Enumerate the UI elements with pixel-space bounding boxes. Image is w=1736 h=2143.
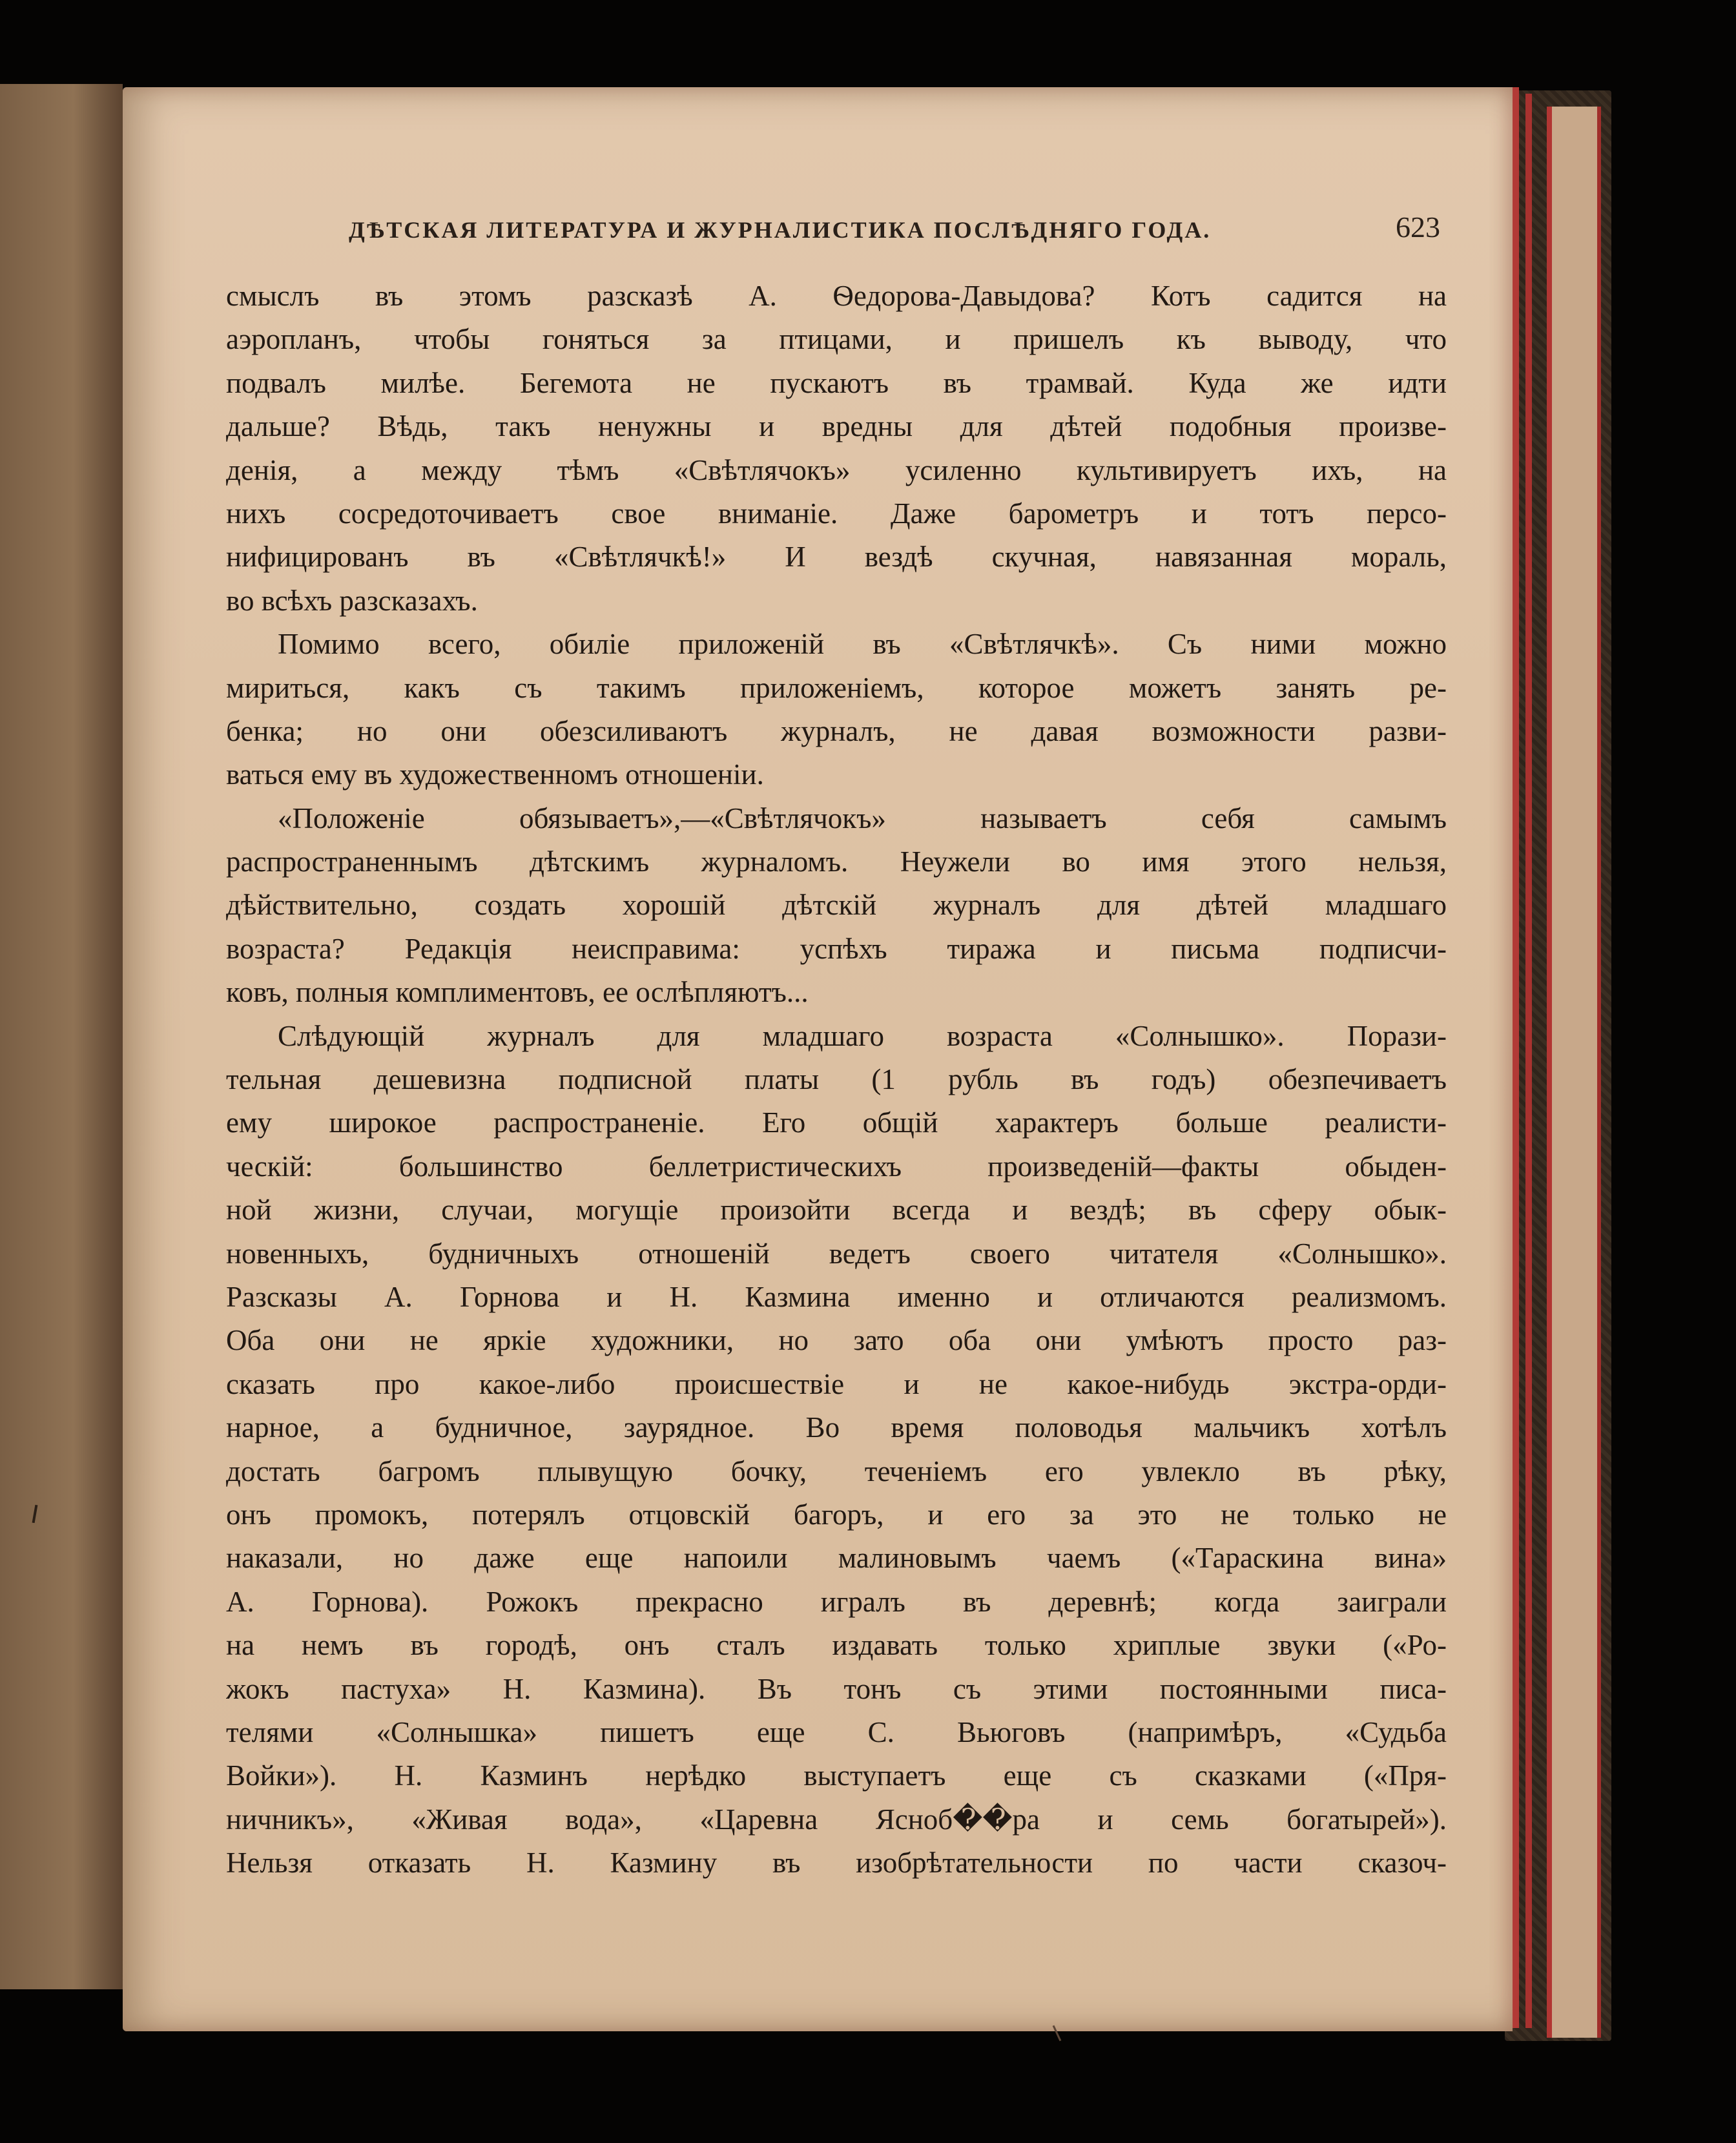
text-line: денія, а между тѣмъ «Свѣтлячокъ» усиленно культивируетъ ихъ, на	[226, 453, 1447, 486]
running-head	[349, 210, 1440, 249]
text-line: нифицированъ въ «Свѣтлячкѣ!» И вездѣ скучная, навязанная мораль,	[226, 541, 1447, 574]
text-line: Оба они не яркіе художники, но зато оба они умѣютъ просто раз-	[226, 1324, 1447, 1357]
text-line: ваться ему въ художественномъ отношеніи.	[226, 758, 764, 791]
page-edges	[1547, 107, 1601, 2038]
text-line: онъ промокъ, потерялъ отцовскій багоръ, и его за это не только не	[226, 1498, 1447, 1531]
text-line: ковъ, полныя комплиментовъ, ее ослѣпляютъ...	[226, 976, 809, 1009]
text-line: дѣйствительно, создать хорошій дѣтскій журналъ для дѣтей младшаго	[226, 889, 1447, 922]
text-line: бенка; но они обезсиливаютъ журналъ, не давая возможности разви-	[226, 714, 1447, 747]
text-line: сказать про какое-либо происшествіе и не какое-нибудь экстра-орди-	[226, 1367, 1447, 1400]
text-line: ческій: большинство беллетристическихъ произведеній—факты обыден-	[226, 1150, 1447, 1183]
paragraph-start: Помимо всего, обиліе приложеній въ «Свѣтлячкѣ». Съ ними можно	[278, 628, 1447, 661]
page-number: 623	[1396, 211, 1440, 243]
text-line: Разсказы А. Горнова и Н. Казмина именно и отличаются реализмомъ.	[226, 1280, 1447, 1313]
text-line: телями «Солнышка» пишетъ еще С. Вьюговъ (напримѣръ, «Судьба	[226, 1715, 1447, 1748]
text-line: во всѣхъ разсказахъ.	[226, 584, 478, 617]
text-line: нарное, а будничное, заурядное. Во время половодья мальчикъ хотѣлъ	[226, 1411, 1447, 1444]
stray-mark	[1053, 2025, 1062, 2042]
text-line: дальше? Вѣдь, такъ ненужны и вредны для дѣтей подобныя произве-	[226, 410, 1447, 443]
text-line: новенныхъ, будничныхъ отношеній ведетъ своего читателя «Солнышко».	[226, 1237, 1447, 1270]
text-line: жокъ пастуха» Н. Казмина). Въ тонъ съ этими постоянными писа-	[226, 1672, 1447, 1705]
book-page	[123, 87, 1513, 2031]
left-page-edge	[0, 84, 123, 1989]
text-line: Войки»). Н. Казминъ нерѣдко выступаетъ еще съ сказками («Пря-	[226, 1759, 1447, 1792]
page-edge-red	[1525, 94, 1532, 2028]
text-line: смыслъ въ этомъ разсказѣ А. Ѳедорова-Давыдова? Котъ садится на	[226, 280, 1447, 312]
text-line: на немъ въ городѣ, онъ сталъ издавать только хриплые звуки («Ро-	[226, 1629, 1447, 1662]
text-line: нихъ сосредоточиваетъ свое вниманіе. Даже барометръ и тотъ персо-	[226, 497, 1447, 530]
text-line: возраста? Редакція неисправима: успѣхъ тиража и письма подписчи-	[226, 932, 1447, 965]
text-line: распространеннымъ дѣтскимъ журналомъ. Неужели во имя этого нельзя,	[226, 845, 1447, 878]
paragraph-start: «Положеніе обязываетъ»,—«Свѣтлячокъ» называетъ себя самымъ	[278, 802, 1447, 834]
text-line: ему широкое распространеніе. Его общій характеръ больше реалисти-	[226, 1106, 1447, 1139]
text-line: тельная дешевизна подписной платы (1 рубль въ годъ) обезпечиваетъ	[226, 1063, 1447, 1096]
text-line: ной жизни, случаи, могущіе произойти всегда и вездѣ; въ сферу обык-	[226, 1194, 1447, 1227]
running-title: ДѢТСКАЯ ЛИТЕРАТУРА И ЖУРНАЛИСТИКА ПОСЛѢДНЯГО ГОДА.	[349, 217, 1212, 243]
text-line: Нельзя отказать Н. Казмину въ изобрѣтательности по части сказоч-	[226, 1847, 1447, 1879]
text-line: аэропланъ, чтобы гоняться за птицами, и пришелъ къ выводу, что	[226, 323, 1447, 356]
text-line: наказали, но даже еще напоили малиновымъ чаемъ («Тараскина вина»	[226, 1542, 1447, 1575]
text-line: ничникъ», «Живая вода», «Царевна Ясноб��ра и семь богатырей»).	[226, 1803, 1447, 1836]
body-text	[226, 274, 1447, 1885]
paragraph-start: Слѣдующій журналъ для младшаго возраста «Солнышко». Порази-	[278, 1019, 1447, 1052]
text-line: А. Горнова). Рожокъ прекрасно игралъ въ деревнѣ; когда заиграли	[226, 1585, 1447, 1618]
text-line: достать багромъ плывущую бочку, теченіемъ его увлекло въ рѣку,	[226, 1455, 1447, 1487]
text-line: подвалъ милѣе. Бегемота не пускаютъ въ трамвай. Куда же идти	[226, 366, 1447, 399]
text-line: мириться, какъ съ такимъ приложеніемъ, которое можетъ занять ре-	[226, 671, 1447, 704]
